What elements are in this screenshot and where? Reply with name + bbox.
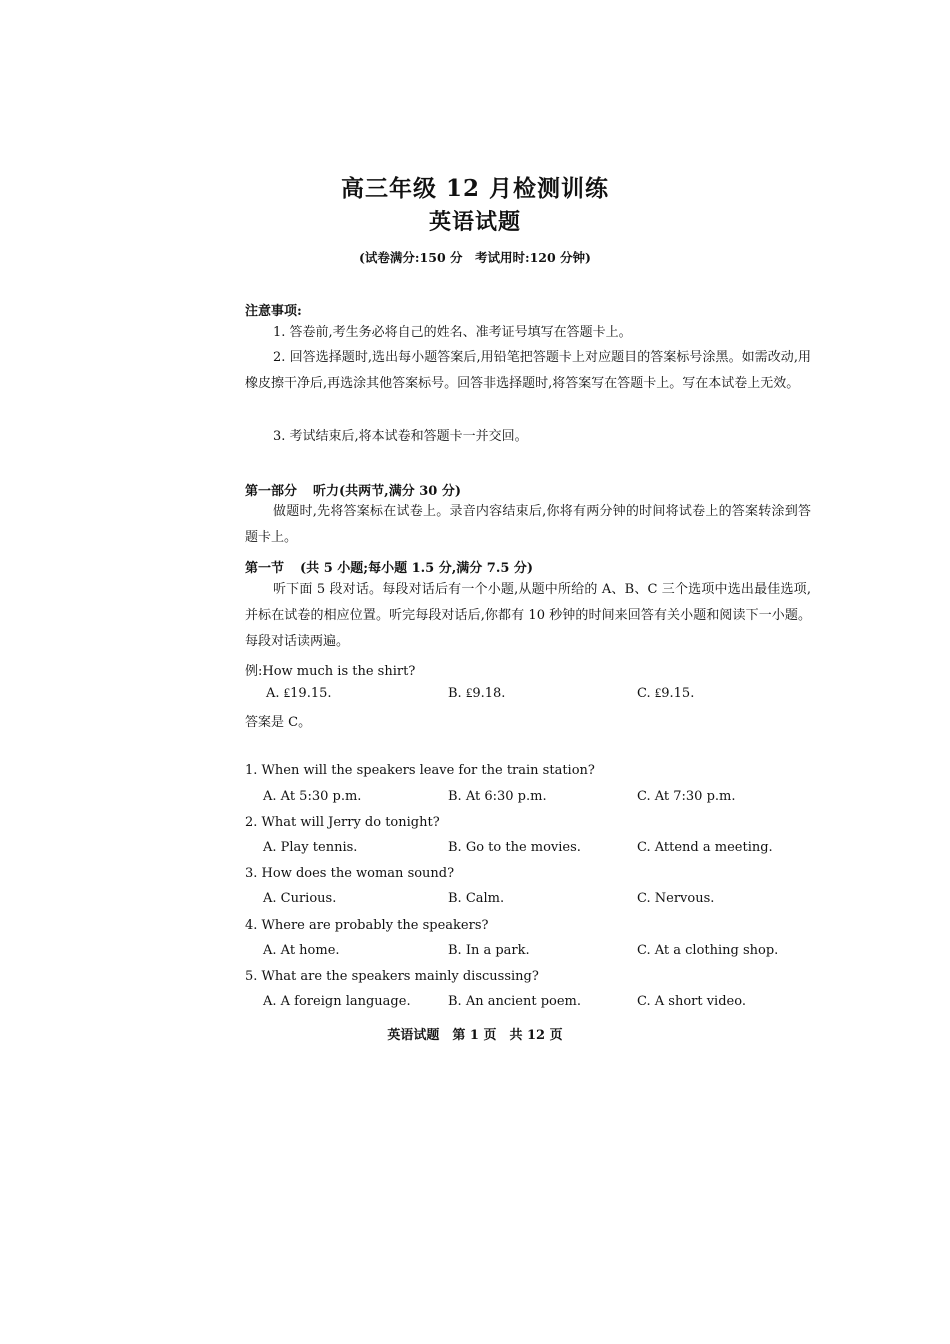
- example-option-b: B. ₤9.18.: [448, 686, 506, 701]
- part1-label: 第一部分: [245, 484, 298, 499]
- section1-label: 第一节: [245, 561, 285, 576]
- q3-option-b: B. Calm.: [448, 891, 505, 906]
- q5-option-c: C. A short video.: [637, 994, 746, 1009]
- q4-option-a: A. At home.: [263, 943, 340, 958]
- part1-heading: [245, 480, 461, 499]
- page-footer: 英语试题 第 1 页 共 12 页: [387, 1028, 563, 1043]
- part1-instruction: 做题时,先将答案标在试卷上。录音内容结束后,你将有两分钟的时间将试卷上的答案转涂到答题卡上。: [245, 504, 811, 545]
- example-option-c: C. ₤9.15.: [637, 686, 695, 701]
- q3-option-c: C. Nervous.: [637, 891, 715, 906]
- q2-option-a: A. Play tennis.: [263, 840, 358, 855]
- section1-heading: [245, 557, 533, 576]
- example-answer: 答案是 C。: [245, 715, 312, 730]
- q1-option-b: B. At 6:30 p.m.: [448, 789, 547, 804]
- q4-option-c: C. At a clothing shop.: [637, 943, 779, 958]
- q3-option-a: A. Curious.: [263, 891, 337, 906]
- example-question: 例:How much is the shirt?: [245, 664, 416, 679]
- question-4: 4. Where are probably the speakers?: [245, 918, 489, 933]
- example-option-a: A. ₤19.15.: [266, 686, 332, 701]
- part1-name: 听力(共两节,满分 30 分): [313, 484, 461, 499]
- exam-meta: (试卷满分:150 分 考试用时:120 分钟): [359, 250, 591, 265]
- exam-title: 高三年级 12 月检测训练: [340, 175, 610, 202]
- question-3: 3. How does the woman sound?: [245, 866, 455, 881]
- section1-instruction: 听下面 5 段对话。每段对话后有一个小题,从题中所给的 A、B、C 三个选项中选出最佳选项,并标在试卷的相应位置。听完每段对话后,你都有 10 秒钟的时间来回答有关小题和阅读下一小题。每段对话读两遍。: [245, 582, 811, 649]
- q2-option-c: C. Attend a meeting.: [637, 840, 773, 855]
- q1-option-a: A. At 5:30 p.m.: [263, 789, 362, 804]
- notice-item-1: 1. 答卷前,考生务必将自己的姓名、准考证号填写在答题卡上。: [273, 325, 632, 340]
- q4-option-b: B. In a park.: [448, 943, 530, 958]
- question-5: 5. What are the speakers mainly discussing?: [245, 969, 539, 984]
- exam-subtitle: 英语试题: [428, 209, 521, 235]
- notice-item-2: 2. 回答选择题时,选出每小题答案后,用铅笔把答题卡上对应题目的答案标号涂黑。如需改动,用橡皮擦干净后,再选涂其他答案标号。回答非选择题时,将答案写在答题卡上。写在本试卷上无效。: [245, 350, 811, 391]
- q2-option-b: B. Go to the movies.: [448, 840, 581, 855]
- question-2: 2. What will Jerry do tonight?: [245, 815, 440, 830]
- q5-option-b: B. An ancient poem.: [448, 994, 581, 1009]
- notice-item-3: 3. 考试结束后,将本试卷和答题卡一并交回。: [273, 429, 528, 444]
- notice-heading: 注意事项:: [245, 304, 302, 319]
- q1-option-c: C. At 7:30 p.m.: [637, 789, 736, 804]
- q5-option-a: A. A foreign language.: [263, 994, 411, 1009]
- section1-info: (共 5 小题;每小题 1.5 分,满分 7.5 分): [300, 561, 534, 576]
- question-1: 1. When will the speakers leave for the train station?: [245, 763, 595, 778]
